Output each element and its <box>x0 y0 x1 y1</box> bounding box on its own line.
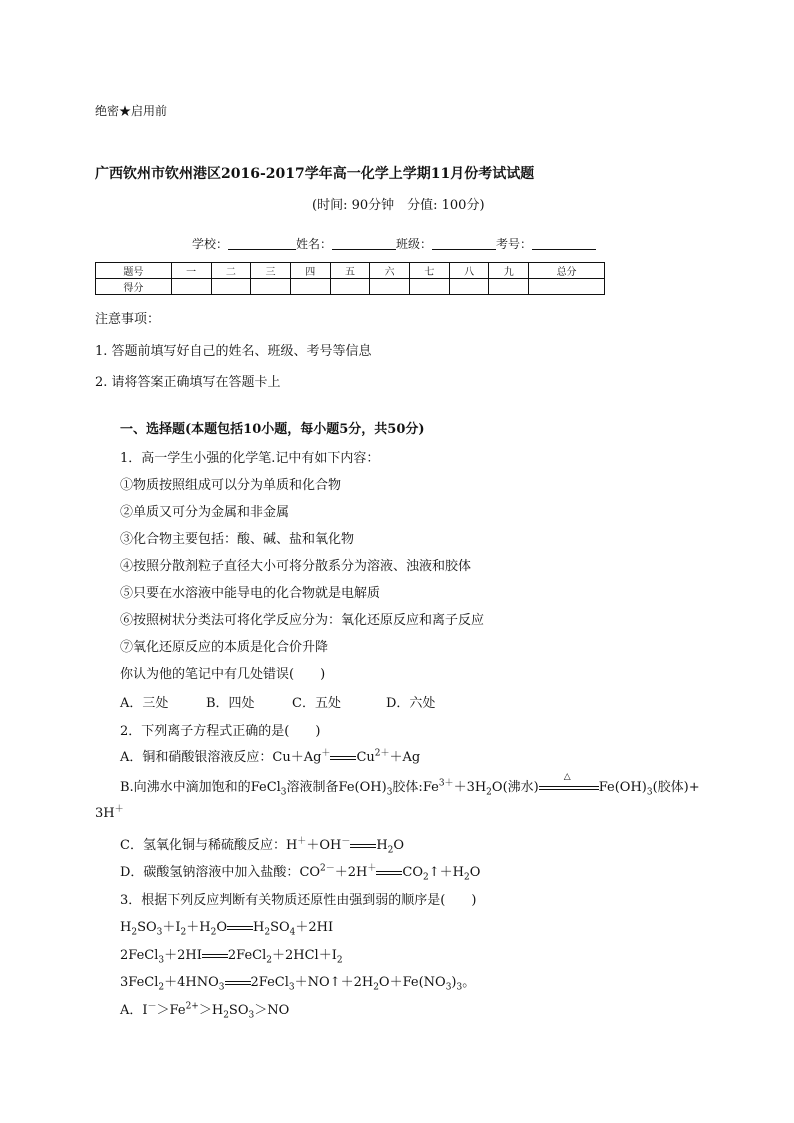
heat-symbol: △ <box>563 771 571 782</box>
score-cell[interactable] <box>449 279 489 295</box>
list-item: ④按照分散剂粒子直径大小可将分散系分为溶液、浊液和胶体 <box>120 559 472 574</box>
equals-sign <box>330 755 356 761</box>
table-cell: 六 <box>370 263 410 279</box>
score-cell[interactable] <box>529 279 605 295</box>
question-1-stem: 1．高一学生小强的化学笔.记中有如下内容： <box>120 451 380 466</box>
score-cell[interactable] <box>410 279 450 295</box>
question-2-option-b-wrap: 3H＋ <box>95 804 124 821</box>
score-table-score-row <box>96 279 605 295</box>
equals-sign <box>202 953 228 959</box>
list-item: ⑥按照树状分类法可将化学反应分为：氧化还原反应和离子反应 <box>120 613 485 628</box>
question-2-option-a[interactable]: A．铜和硝酸银溶液反应：Cu＋Ag＋ $Cu^{2+}+Ag$ <box>120 748 421 765</box>
list-item: ⑦氧化还原反应的本质是化合价升降 <box>120 640 329 655</box>
score-cell[interactable] <box>251 279 291 295</box>
table-cell: 七 <box>410 263 450 279</box>
school-label: 学校： <box>192 237 229 251</box>
question-2-option-c[interactable]: C．氢氧化铜与稀硫酸反应：H＋＋OH－ $H_2O$ <box>120 836 405 856</box>
heat-equals-sign <box>539 771 599 792</box>
reaction-equation: $3FeCl_2+4HNO_3$ $2FeCl_3+NO↑+2H_2O+Fe(NO_3)_3$。 <box>120 975 476 993</box>
score-cell[interactable] <box>171 279 211 295</box>
option-c[interactable]: C．五处 <box>292 696 341 711</box>
score-cell[interactable] <box>330 279 370 295</box>
exam-subtitle: (时间: 90分钟 分值: 100分) <box>312 198 485 213</box>
class-field[interactable] <box>432 237 496 250</box>
score-table-header-row <box>96 263 605 279</box>
option-b-mid: 溶液制备 <box>286 780 339 795</box>
table-cell: 四 <box>290 263 330 279</box>
table-cell: 三 <box>251 263 291 279</box>
question-2-option-d[interactable]: D．碳酸氢钠溶液中加入盐酸：$CO^{2-}+2H^+$ $CO_2↑+H_2O$ <box>120 863 481 883</box>
school-field[interactable] <box>228 237 296 250</box>
notice-item: 2. 请将答案正确填写在答题卡上 <box>95 375 281 390</box>
option-b-product: (胶体)+ <box>652 780 700 795</box>
option-d[interactable]: D．六处 <box>386 696 436 711</box>
score-table <box>95 262 605 295</box>
reaction-equation: $H_2SO_3+I_2+H_2O$ $H_2SO_4+2HI$ <box>120 920 334 938</box>
reaction-equation: 2FeCl$_3$＋2HI $2FeCl_2+2HCl+I_2$ <box>120 948 343 966</box>
exam-no-field[interactable] <box>532 237 596 250</box>
question-2-option-b[interactable]: B.向沸水中滴加饱和的FeCl$_3$溶液制备$Fe(OH)_3$胶体$:Fe^{3+}+3H_2O$(沸水) △ $Fe(OH)_3$(胶体)+ <box>120 771 700 798</box>
option-a[interactable]: A．三处 <box>120 696 169 711</box>
table-cell: 题号 <box>96 263 172 279</box>
option-b-text: B.向沸水中滴加饱和的 <box>120 780 251 795</box>
table-cell: 得分 <box>96 279 172 295</box>
option-b-colloid: 胶体: <box>392 780 423 795</box>
score-cell[interactable] <box>290 279 330 295</box>
score-cell[interactable] <box>211 279 251 295</box>
notice-heading: 注意事项： <box>95 312 161 327</box>
equals-sign <box>225 980 251 986</box>
name-label: 姓名： <box>296 237 333 251</box>
question-3-stem: 3．根据下列反应判断有关物质还原性由强到弱的顺序是( ) <box>120 893 477 908</box>
question-2-stem: 2．下列离子方程式正确的是( ) <box>120 724 321 739</box>
option-c-text: C．氢氧化铜与稀硫酸反应： <box>120 838 286 853</box>
class-label: 班级： <box>396 237 433 251</box>
table-cell: 总分 <box>529 263 605 279</box>
secret-label: 绝密★启用前 <box>95 104 168 118</box>
option-a-prefix: A． <box>120 1003 143 1018</box>
table-cell: 八 <box>449 263 489 279</box>
exam-no-label: 考号： <box>496 237 533 251</box>
score-cell[interactable] <box>370 279 410 295</box>
table-cell: 九 <box>489 263 529 279</box>
option-d-text: D．碳酸氢钠溶液中加入盐酸： <box>120 865 300 880</box>
question-1-ask: 你认为他的笔记中有几处错误( ) <box>120 667 326 682</box>
question-3-option-a[interactable]: A．$I^->Fe^{2+}>H_2SO_3>NO$ <box>120 1001 290 1021</box>
question-1-options <box>120 692 435 711</box>
score-cell[interactable] <box>489 279 529 295</box>
list-item: ②单质又可分为金属和非金属 <box>120 505 290 520</box>
equals-sign <box>227 925 253 931</box>
option-b[interactable]: B．四处 <box>206 696 255 711</box>
table-cell: 五 <box>330 263 370 279</box>
table-cell: 一 <box>171 263 211 279</box>
name-field[interactable] <box>332 237 396 250</box>
equals-sign <box>350 843 376 849</box>
equals-sign <box>376 870 402 876</box>
option-b-boil: (沸水) <box>502 780 539 795</box>
page-title: 广西钦州市钦州港区2016-2017学年高一化学上学期11月份考试试题 <box>95 166 535 182</box>
option-a-text: A．铜和硝酸银溶液反应： <box>120 750 273 765</box>
section-heading: 一、选择题(本题包括10小题，每小题5分，共50分) <box>120 422 425 437</box>
student-info-line <box>192 235 596 252</box>
table-cell: 二 <box>211 263 251 279</box>
list-item: ①物质按照组成可以分为单质和化合物 <box>120 478 342 493</box>
notice-item: 1. 答题前填写好自己的姓名、班级、考号等信息 <box>95 344 372 359</box>
list-item: ③化合物主要包括：酸、碱、盐和氧化物 <box>120 532 355 547</box>
list-item: ⑤只要在水溶液中能导电的化合物就是电解质 <box>120 586 381 601</box>
